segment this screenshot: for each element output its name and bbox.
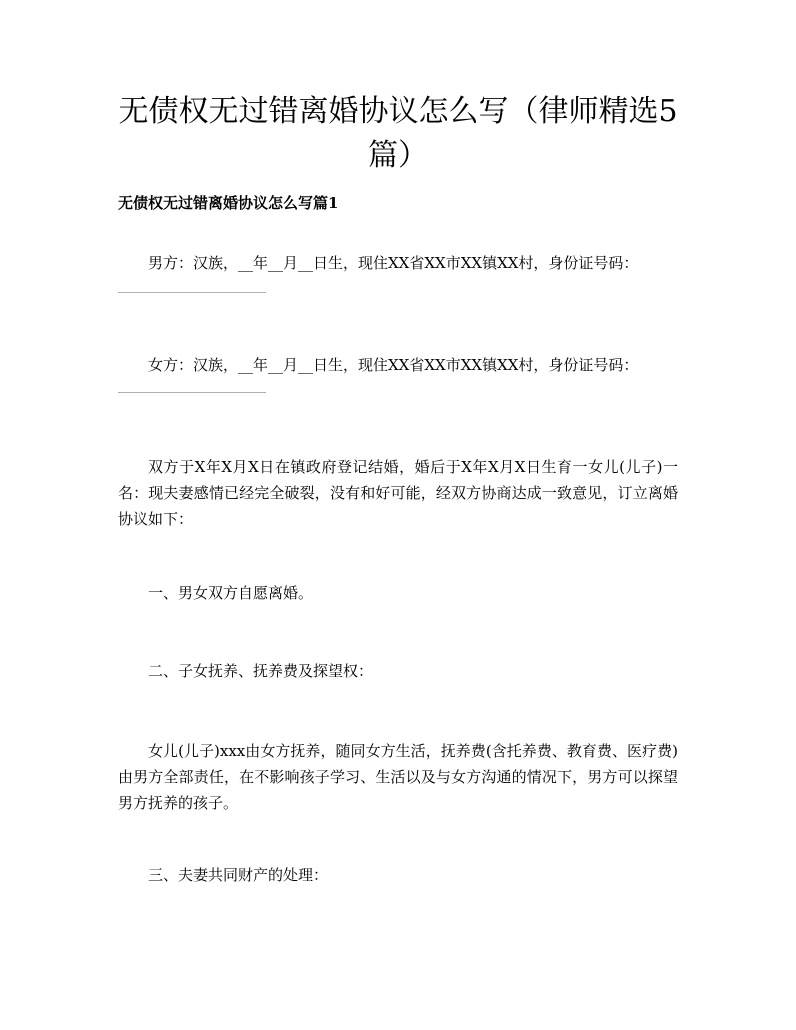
female-id-blank-line	[118, 392, 266, 393]
female-party-paragraph: 女方：汉族，__年__月__日生，现住XX省XX市XX镇XX村，身份证号码：	[148, 356, 639, 374]
intro-paragraph: 双方于X年X月X日在镇政府登记结婚，婚后于X年X月X日生育一女儿(儿子)一名：现夫妻感情已经完全破裂，没有和好可能，经双方协商达成一致意见，订立离婚协议如下：	[118, 458, 678, 528]
male-party-paragraph: 男方：汉族，__年__月__日生，现住XX省XX市XX镇XX村，身份证号码：	[148, 254, 639, 272]
clause-1-paragraph: 一、男女双方自愿离婚。	[148, 584, 314, 602]
section-heading: 无债权无过错离婚协议怎么写篇1	[118, 194, 339, 212]
custody-paragraph: 女儿(儿子)xxx由女方抚养，随同女方生活，抚养费(含托养费、教育费、医疗费)由男方全部责任，在不影响孩子学习、生活以及与女方沟通的情况下，男方可以探望男方抚养的孩子。	[118, 742, 678, 812]
document-title: 无债权无过错离婚协议怎么写（律师精选5篇）	[118, 94, 678, 173]
clause-3-heading: 三、夫妻共同财产的处理：	[148, 866, 329, 884]
male-id-blank-line	[118, 292, 266, 293]
clause-2-heading: 二、子女抚养、抚养费及探望权：	[148, 662, 374, 680]
